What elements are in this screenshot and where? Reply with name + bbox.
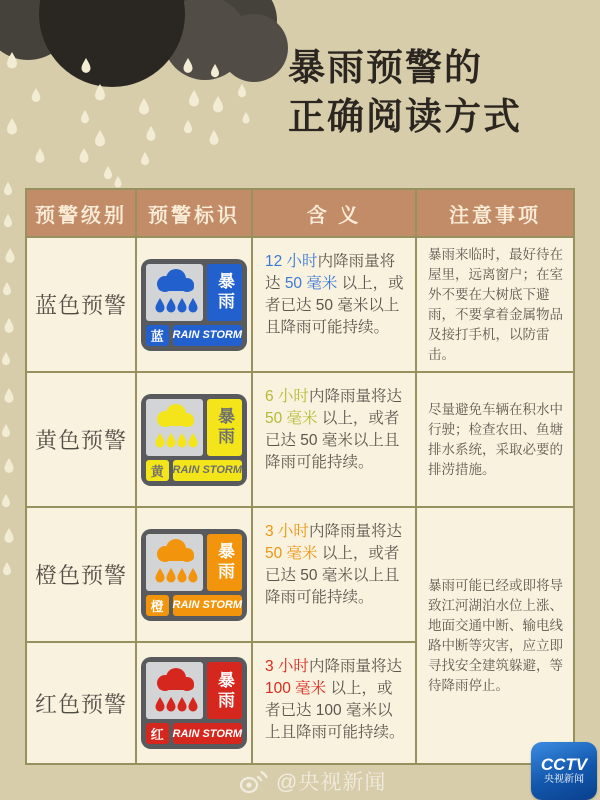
- table-row-sign-cell: [137, 373, 251, 506]
- sign-word-label: 暴雨: [215, 670, 234, 711]
- sign-color-char: 黄: [150, 463, 164, 479]
- table-row-notes-cell: [417, 238, 573, 371]
- sign-word-panel: [207, 534, 242, 591]
- meaning-text: 12 小时内降雨量将达 50 毫米 以上，或者已达 50 毫米以上且降雨可能持续。: [265, 253, 404, 336]
- cloud-right-lobes: [163, 0, 288, 82]
- weibo-icon: [238, 768, 268, 795]
- sign-english-label: RAIN STORM: [172, 599, 242, 611]
- warning-level-label: 红色预警: [34, 691, 127, 717]
- table-row-meaning-cell: [253, 238, 415, 371]
- sign-color-badge: [146, 595, 169, 616]
- cloud-back-layer: [0, 0, 277, 60]
- sign-word-panel: [207, 662, 242, 719]
- sign-color-badge: [146, 460, 169, 481]
- table-row-sign-cell: [137, 508, 251, 641]
- cctv-logo-brand: CCTV: [540, 755, 588, 774]
- table-row-notes-cell: [417, 508, 573, 763]
- page-title-line1: 暴雨预警的: [288, 48, 483, 89]
- warning-level-label: 橙色预警: [34, 563, 127, 588]
- table-row-level-cell: [27, 508, 135, 641]
- sign-english-panel: [173, 325, 242, 346]
- watermark-text: @央视新闻: [276, 771, 387, 794]
- sign-english-label: RAIN STORM: [172, 727, 242, 740]
- table-row-level-cell: [27, 238, 135, 371]
- header-cell-sign: 预警标识: [137, 190, 251, 236]
- header-cell-level: 预警级别: [27, 190, 135, 236]
- sign-color-char: 蓝: [150, 328, 164, 344]
- notes-text: 暴雨可能已经或即将导致江河湖泊水位上涨、地面交通中断、输电线路中断等灾害，应立即寻找安全建筑躲避，等待降雨停止。: [428, 577, 563, 693]
- table-row-sign-cell: [137, 238, 251, 371]
- sign-word-panel: [207, 264, 242, 321]
- cloud-front-lobe: [39, 0, 185, 87]
- table-row-meaning-cell: [253, 373, 415, 506]
- sign-color-badge: [146, 325, 169, 346]
- header-cell-meaning: 含 义: [253, 190, 415, 236]
- warning-level-label: 黄色预警: [34, 428, 127, 453]
- sign-english-label: RAIN STORM: [172, 464, 242, 476]
- rain-cloud-icon: [146, 662, 203, 719]
- sign-english-panel: [173, 595, 242, 616]
- cctv-news-logo: [531, 742, 597, 800]
- rainstorm-warning-sign-icon: [141, 259, 247, 351]
- weibo-watermark: [238, 766, 386, 796]
- warning-table: [25, 188, 575, 765]
- page-title: [288, 44, 522, 142]
- meaning-text: 3 小时内降雨量将达 100 毫米 以上，或者已达 100 毫米以上且降雨可能持续。: [265, 658, 405, 741]
- rain-cloud-icon: [146, 264, 203, 321]
- rain-cloud-icon: [146, 399, 203, 456]
- meaning-text: 3 小时内降雨量将达 50 毫米 以上，或者已达 50 毫米以上且降雨可能持续。: [265, 523, 402, 606]
- rain-cloud-icon: [146, 534, 203, 591]
- table-row-sign-cell: [137, 643, 251, 763]
- rainstorm-warning-sign-icon: [141, 394, 247, 486]
- warning-level-label: 蓝色预警: [34, 293, 127, 318]
- page-title-line2: 正确阅读方式: [288, 97, 522, 138]
- notes-text: 尽量避免车辆在积水中行驶；检查农田、鱼塘排水系统，采取必要的排涝措施。: [428, 401, 563, 477]
- table-row-level-cell: [27, 643, 135, 763]
- sign-word-label: 暴雨: [215, 272, 234, 312]
- sign-english-panel: [173, 460, 242, 481]
- sign-english-label: RAIN STORM: [172, 329, 242, 341]
- sign-word-panel: [207, 399, 242, 456]
- meaning-text: 6 小时内降雨量将达 50 毫米 以上，或者已达 50 毫米以上且降雨可能持续。: [265, 388, 402, 471]
- sign-word-label: 暴雨: [215, 407, 234, 447]
- table-row-level-cell: [27, 373, 135, 506]
- rainstorm-warning-sign-icon: [141, 657, 247, 749]
- table-row-meaning-cell: [253, 508, 415, 641]
- sign-word-label: 暴雨: [215, 542, 234, 582]
- header-cell-notes: 注意事项: [417, 190, 573, 236]
- rainstorm-warning-sign-icon: [141, 529, 247, 621]
- table-row-meaning-cell: [253, 643, 415, 763]
- sign-color-badge: [146, 723, 169, 744]
- sign-color-char: 红: [150, 727, 164, 742]
- cctv-logo-name: 央视新闻: [544, 774, 584, 785]
- table-row-notes-cell: [417, 373, 573, 506]
- notes-text: 暴雨来临时，最好待在屋里，远离窗户；在室外不要在大树底下避雨，不要拿着金属物品及接打手机，以防雷击。: [428, 246, 563, 362]
- sign-english-panel: [173, 723, 242, 744]
- sign-color-char: 橙: [150, 598, 164, 614]
